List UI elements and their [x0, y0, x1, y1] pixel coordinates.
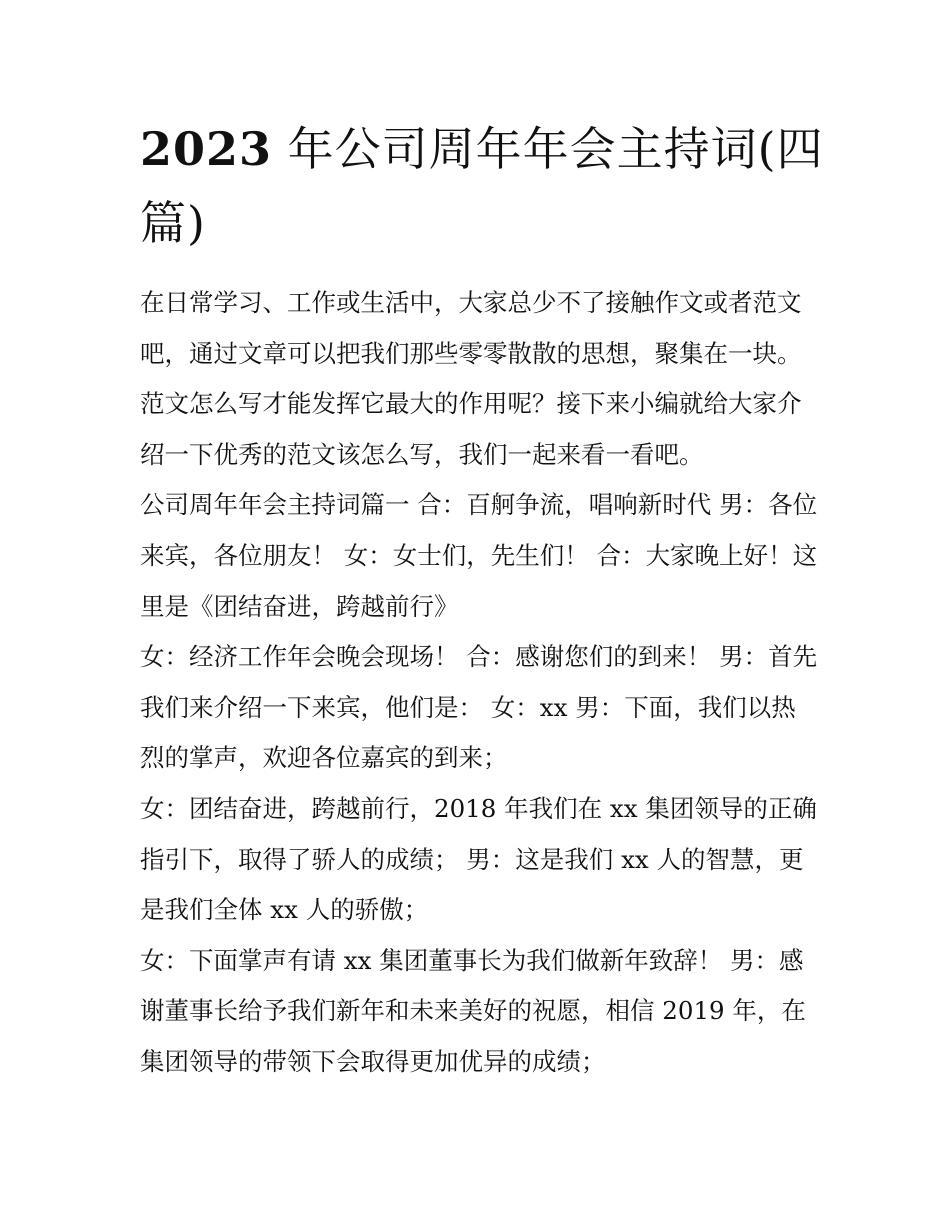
document-body: [140, 278, 820, 1088]
paragraph-opening: 公司周年年会主持词篇一 合：百舸争流，唱响新时代 男：各位来宾，各位朋友！ 女：女士们，先生们！ 合：大家晚上好！这里是《团结奋进，跨越前行》: [140, 490, 818, 621]
page-title: [140, 112, 830, 260]
paragraph-chairman: 女：下面掌声有请 xx 集团董事长为我们做新年致辞！ 男：感谢董事长给予我们新年和未来美好的祝愿，相信 2019 年，在集团领导的带领下会取得更加优异的成绩；: [140, 945, 806, 1076]
paragraph-intro: 在日常学习、工作或生活中，大家总少不了接触作文或者范文吧，通过文章可以把我们那些零零散散的思想，聚集在一块。范文怎么写才能发挥它最大的作用呢？接下来小编就给大家介绍一下优秀的范文该怎么写，我们一起来看一看吧。: [140, 288, 802, 469]
paragraph-welcome: 女：经济工作年会晚会现场！ 合：感谢您们的到来！ 男：首先我们来介绍一下来宾，他们是： 女：xx 男：下面，我们以热烈的掌声，欢迎各位嘉宾的到来；: [140, 642, 818, 773]
paragraph-achievement: 女：团结奋进，跨越前行，2018 年我们在 xx 集团领导的正确指引下，取得了骄人的成绩； 男：这是我们 xx 人的智慧，更是我们全体 xx 人的骄傲；: [140, 793, 817, 925]
title-year: 2023: [140, 122, 273, 176]
title-text: 年公司周年年会主持词(四篇): [140, 122, 824, 250]
